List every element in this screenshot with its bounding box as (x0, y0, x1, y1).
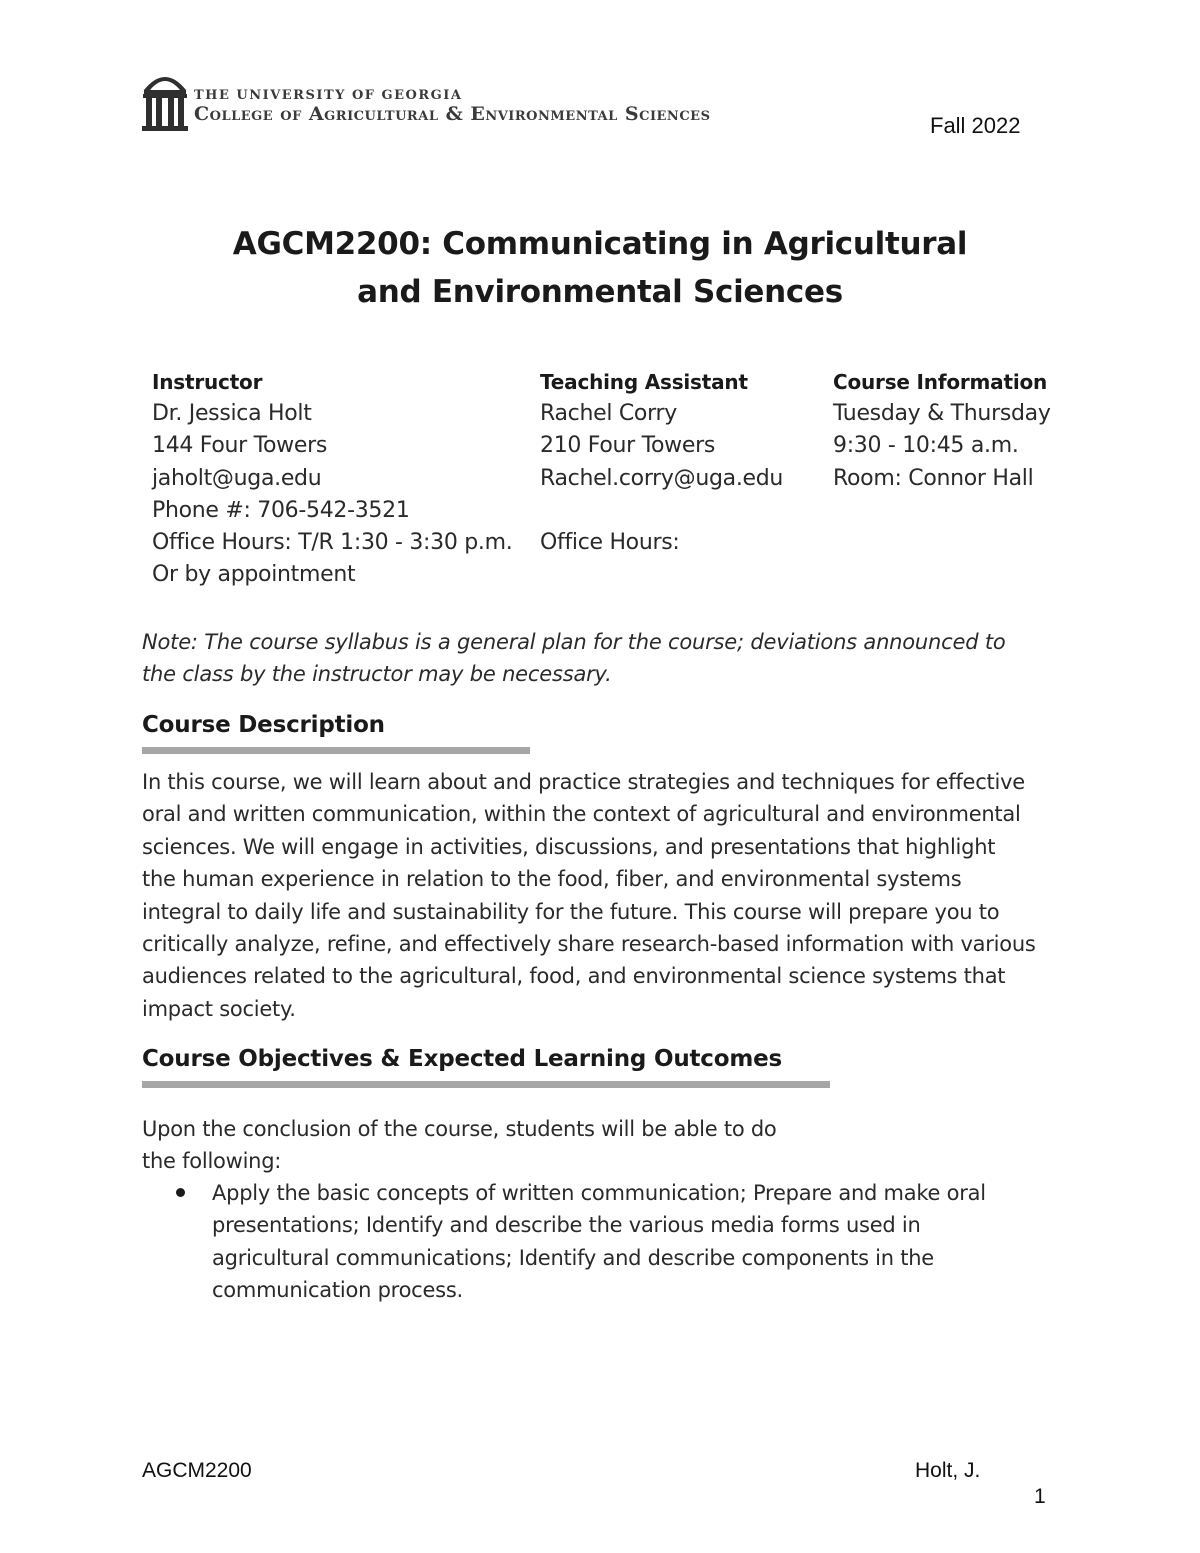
instructor-appointment: Or by appointment (152, 562, 356, 588)
term-label: Fall 2022 (930, 113, 1021, 138)
bullet-line: communication process. (212, 1278, 463, 1303)
bullet-icon (176, 1188, 185, 1197)
ta-email[interactable]: Rachel.corry@uga.edu (540, 465, 784, 491)
instructor-phone: Phone #: 706-542-3521 (152, 497, 410, 523)
instructor-email[interactable]: jaholt@uga.edu (152, 465, 322, 491)
course-room: Room: Connor Hall (833, 465, 1034, 491)
paragraph-line: integral to daily life and sustainability for the future. This course will prepare you to (142, 899, 1000, 924)
syllabus-note (142, 626, 1042, 690)
page-title (150, 220, 1050, 316)
instructor-office-hours: Office Hours: T/R 1:30 - 3:30 p.m. (152, 530, 513, 556)
page-title-line2: and Environmental Sciences (357, 274, 843, 310)
footer-author: Holt, J. (915, 1459, 981, 1482)
paragraph-line: sciences. We will engage in activities, discussions, and presentations that highlight (142, 834, 996, 859)
bullet-line: Apply the basic concepts of written communication; Prepare and make oral (212, 1181, 986, 1205)
paragraph-line: the following: (142, 1149, 282, 1174)
objectives-intro (142, 1113, 1067, 1178)
syllabus-note-line: the class by the instructor may be necessary. (142, 662, 612, 686)
objectives-heading: Course Objectives & Expected Learning Outcomes (142, 1046, 782, 1072)
page-title-line1: AGCM2200: Communicating in Agricultural (232, 226, 968, 262)
objectives-bullet (212, 1177, 1052, 1307)
paragraph-line: oral and written communication, within the context of agricultural and environmental (142, 802, 1021, 827)
course-description-heading: Course Description (142, 712, 385, 738)
bullet-line: presentations; Identify and describe the various media forms used in (212, 1213, 921, 1238)
paragraph-line: critically analyze, refine, and effectively share research-based information with various (142, 932, 1036, 957)
course-days: Tuesday & Thursday (833, 401, 1051, 426)
paragraph-line: the human experience in relation to the food, fiber, and environmental systems (142, 867, 962, 892)
footer-course-code: AGCM2200 (142, 1459, 252, 1482)
syllabus-note-line: Note: The course syllabus is a general plan for the course; deviations announced to (142, 630, 1006, 654)
page-number: 1 (1034, 1485, 1046, 1508)
course-description-body (142, 766, 1067, 1025)
course-info-column (833, 366, 1051, 495)
instructor-office: 144 Four Towers (152, 433, 327, 459)
logo-college-name: College of Agricultural & Environmental Sciences (194, 103, 711, 125)
instructor-heading: Instructor (152, 370, 263, 394)
instructor-name: Dr. Jessica Holt (152, 401, 312, 426)
paragraph-line: audiences related to the agricultural, food, and environmental science systems that (142, 964, 1006, 989)
uga-arch-logo (140, 68, 190, 134)
instructor-column (152, 366, 512, 592)
section-divider (142, 1081, 830, 1088)
ta-column (540, 366, 783, 559)
ta-blank-line (540, 495, 783, 527)
ta-name: Rachel Corry (540, 401, 677, 426)
ta-heading: Teaching Assistant (540, 370, 748, 394)
bullet-line: agricultural communications; Identify and describe components in the (212, 1245, 934, 1270)
paragraph-line: Upon the conclusion of the course, students will be able to do (142, 1117, 777, 1141)
paragraph-line: In this course, we will learn about and practice strategies and techniques for effective (142, 770, 1025, 794)
course-time: 9:30 - 10:45 a.m. (833, 433, 1019, 459)
paragraph-line: impact society. (142, 996, 296, 1021)
ta-office: 210 Four Towers (540, 433, 715, 459)
section-divider (142, 747, 530, 754)
logo-university-name: THE UNIVERSITY OF GEORGIA (194, 88, 463, 103)
ta-office-hours: Office Hours: (540, 530, 680, 556)
course-info-heading: Course Information (833, 370, 1048, 394)
